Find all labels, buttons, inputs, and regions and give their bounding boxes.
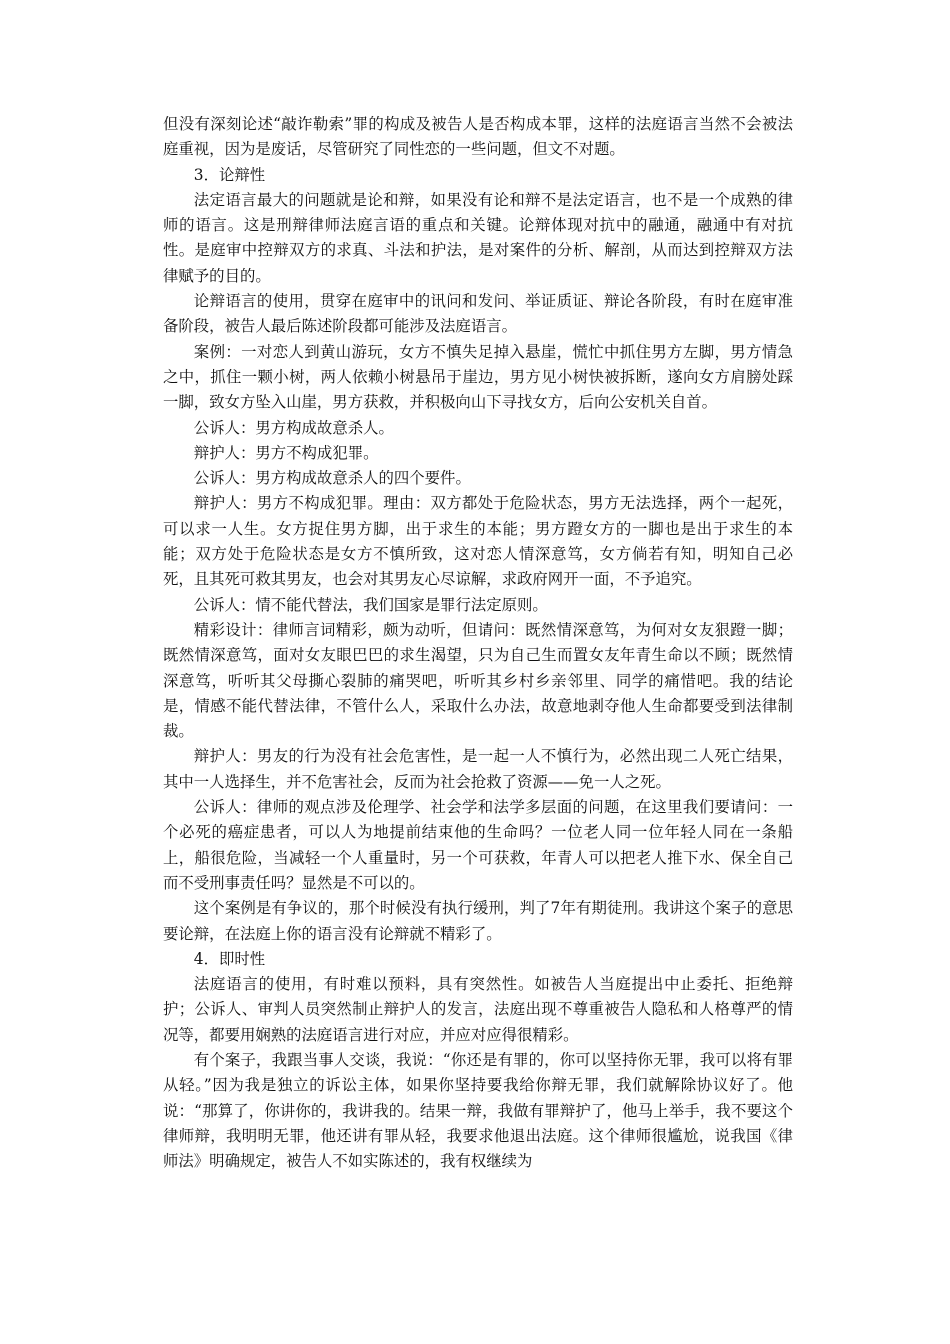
paragraph: 论辩语言的使用，贯穿在庭审中的讯问和发问、举证质证、辩论各阶段，有时在庭审准备阶段，被告人最后陈述阶段都可能涉及法庭语言。 <box>163 292 793 336</box>
paragraph: 法定语言最大的问题就是论和辩，如果没有论和辩不是法定语言，也不是一个成熟的律师的语言。这是刑辩律师法庭言语的重点和关键。论辩体现对抗中的融通，融通中有对抗性。是庭审中控辩双方的求真、斗法和护法，是对案件的分析、解剖，从而达到控辩双方法律赋予的目的。 <box>163 190 793 285</box>
dialogue-line: 辩护人：男友的行为没有社会危害性，是一起一人不慎行为，必然出现二人死亡结果，其中一人选择生，并不危害社会，反而为社会抢救了资源——免一人之死。 <box>163 747 793 791</box>
dialogue-line: 公诉人：情不能代替法，我们国家是罪行法定原则。 <box>193 595 548 614</box>
dialogue-line: 公诉人：律师的观点涉及伦理学、社会学和法学多层面的问题，在这里我们要请问：一个必死的癌症患者，可以人为地提前结束他的生命吗？一位老人同一位年轻人同在一条船上，船很危险，当减轻一个人重量时，另一个可获救，年青人可以把老人推下水、保全自己而不受刑事责任吗？显然是不可以的。 <box>163 798 793 892</box>
paragraph: 有个案子，我跟当事人交谈，我说：“你还是有罪的，你可以坚持你无罪，我可以将有罪从轻。”因为我是独立的诉讼主体，如果你坚持要我给你辩无罪，我们就解除协议好了。他说：“那算了，你讲你的，我讲我的。结果一辩，我做有罪辩护了，他马上举手，我不要这个律师辩，我明明无罪，他还讲有罪从轻，我要求他退出法庭。这个律师很尴尬，说我国《律师法》明确规定，被告人不如实陈述的，我有权继续为 <box>163 1050 793 1171</box>
section-heading: 4．即时性 <box>193 949 266 968</box>
paragraph: 这个案例是有争议的，那个时候没有执行缓刑，判了7年有期徒刑。我讲这个案子的意思要论辩，在法庭上你的语言没有论辩就不精彩了。 <box>163 899 793 943</box>
paragraph: 但没有深刻论述“敲诈勒索”罪的构成及被告人是否构成本罪，这样的法庭语言当然不会被法庭重视，因为是废话，尽管研究了同性恋的一些问题，但文不对题。 <box>163 115 793 159</box>
paragraph: 案例：一对恋人到黄山游玩，女方不慎失足掉入悬崖，慌忙中抓住男方左脚，男方情急之中，抓住一颗小树，两人依赖小树悬吊于崖边，男方见小树快被拆断，遂向女方肩膀处踩一脚，致女方坠入山崖，男方获救，并积极向山下寻找女方，后向公安机关自首。 <box>163 342 793 412</box>
section-heading: 3．论辩性 <box>193 165 266 184</box>
dialogue-line: 辩护人：男方不构成犯罪。理由：双方都处于危险状态，男方无法选择，两个一起死，可以求一人生。女方捉住男方脚，出于求生的本能；男方蹬女方的一脚也是出于求生的本能；双方处于危险状态是女方不慎所致，这对恋人情深意笃，女方倘若有知，明知自己必死，且其死可救其男友，也会对其男友心尽谅解，求政府网开一面，不予追究。 <box>163 494 793 589</box>
dialogue-line: 公诉人：男方构成故意杀人。 <box>193 418 394 437</box>
document-page <box>163 112 793 1174</box>
dialogue-line: 公诉人：男方构成故意杀人的四个要件。 <box>193 469 471 488</box>
paragraph: 法庭语言的使用，有时难以预料，具有突然性。如被告人当庭提出中止委托、拒绝辩护；公诉人、审判人员突然制止辩护人的发言，法庭出现不尊重被告人隐私和人格尊严的情况等，都要用娴熟的法庭语言进行对应，并应对应得很精彩。 <box>163 975 793 1044</box>
dialogue-line: 辩护人：男方不构成犯罪。 <box>193 443 379 462</box>
paragraph: 精彩设计：律师言词精彩，颇为动听，但请问：既然情深意笃，为何对女友狠蹬一脚；既然情深意笃，面对女友眼巴巴的求生渴望，只为自己生而置女友年青生命以不顾；既然情深意笃，听听其父母撕心裂肺的痛哭吧，听听其乡村乡亲邻里、同学的痛惜吧。我的结论是，情感不能代替法律，不管什么人，采取什么办法，故意地剥夺他人生命都要受到法律制裁。 <box>163 620 793 741</box>
